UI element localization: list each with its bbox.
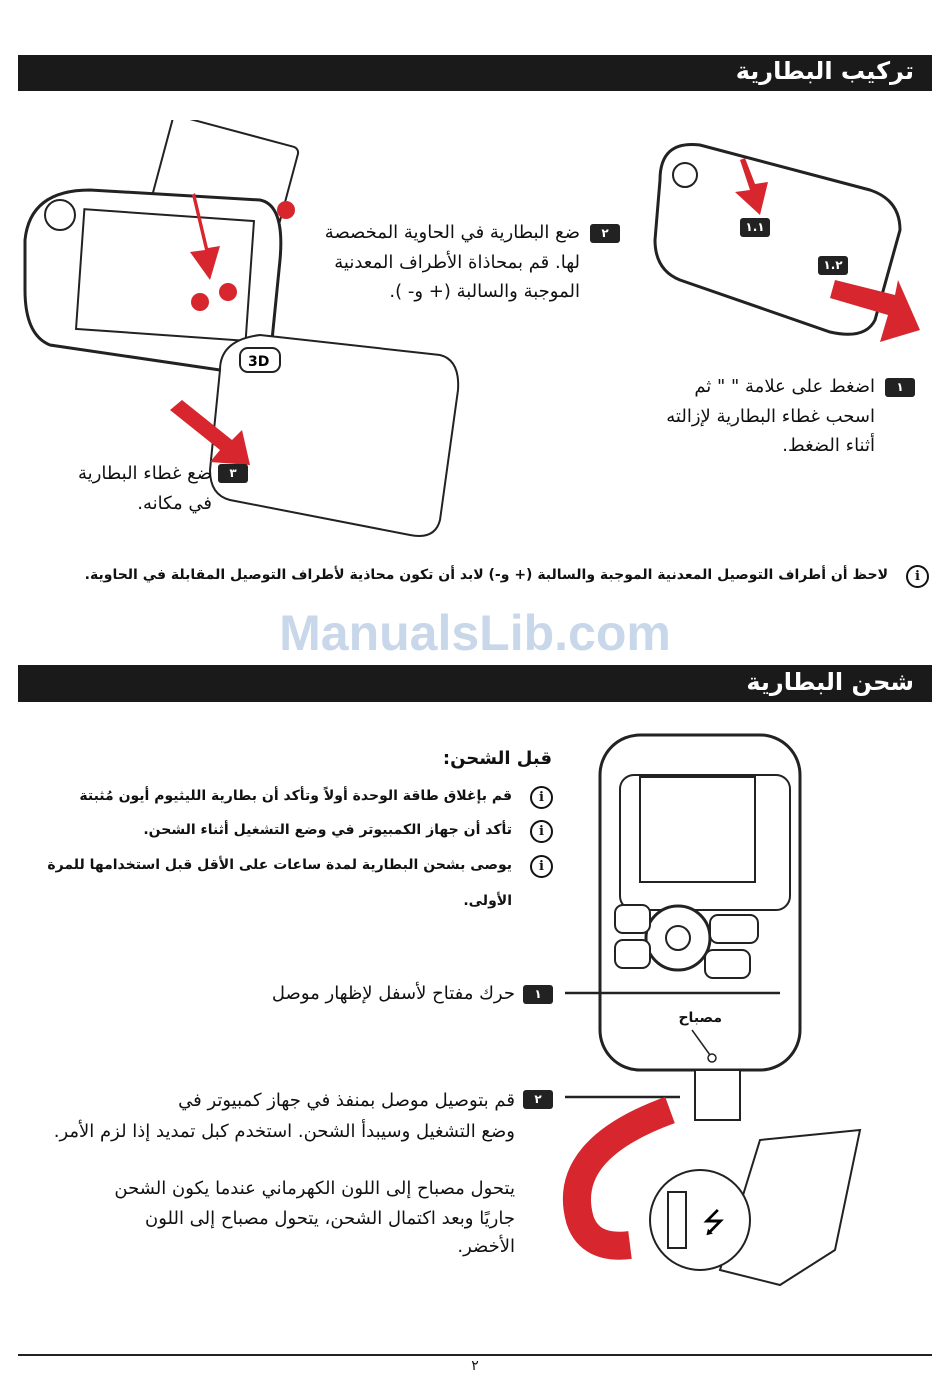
tip: قم بإغلاق طاقة الوحدة أولاً وتأكد أن بطارية الليثيوم أيون مُثبتة bbox=[79, 788, 512, 804]
info-icon: i bbox=[530, 786, 553, 809]
step-badge-1: ١ bbox=[885, 378, 915, 397]
page-number: ٢ bbox=[471, 1358, 479, 1374]
charge-step1-text: حرك مفتاح لأسفل لإظهار موصل bbox=[271, 983, 515, 1004]
charge-step2-line: وضع التشغيل وسيبدأ الشحن. استخدم كبل تمديد إذا لزم الأمر. bbox=[53, 1121, 515, 1142]
install-note: لاحظ أن أطراف التوصيل المعدنية الموجبة والسالبة (+ و-) لابد أن تكون محاذية لأطراف التوصيل المقابلة في الحاوية. bbox=[84, 567, 888, 583]
step2-line: الموجبة والسالبة (+ و- ). bbox=[389, 281, 580, 302]
watermark: ManualsLib.com bbox=[279, 605, 671, 661]
step3-line: في مكانه. bbox=[137, 493, 212, 514]
step-badge-1-1: ١.١ bbox=[740, 218, 770, 237]
info-icon: i bbox=[530, 820, 553, 843]
charge-para-line: جاريًا وبعد اكتمال الشحن، يتحول مصباح إلى اللون bbox=[144, 1208, 515, 1229]
step2-line: ضع البطارية في الحاوية المخصصة bbox=[324, 222, 580, 243]
footer-rule bbox=[18, 1354, 932, 1356]
step1-line: اسحب غطاء البطارية لإزالته bbox=[666, 406, 875, 427]
battery-cover-removal-illustration bbox=[640, 120, 930, 350]
tip: الأولى. bbox=[463, 893, 512, 909]
step1-line: اضغط على علامة " " ثم bbox=[694, 376, 875, 397]
section-header-install bbox=[18, 55, 932, 91]
tip: يوصى بشحن البطارية لمدة ساعات على الأقل قبل استخدامها للمرة bbox=[47, 857, 512, 873]
step-badge-1: ١ bbox=[523, 985, 553, 1004]
lamp-label: مصباح bbox=[678, 1010, 722, 1026]
info-icon: i bbox=[530, 855, 553, 878]
charge-step2-line: قم بتوصيل موصل بمنفذ في جهاز كمبيوتر في bbox=[178, 1090, 515, 1111]
step-badge-2: ٢ bbox=[590, 224, 620, 243]
step2-line: لها. قم بمحاذاة الأطراف المعدنية bbox=[334, 252, 580, 273]
section-title: شحن البطارية bbox=[746, 668, 914, 696]
step1-line: أثناء الضغط. bbox=[782, 435, 875, 456]
step-badge-1-2: ١.٢ bbox=[818, 256, 848, 275]
section-title: تركيب البطارية bbox=[735, 57, 914, 85]
section-header-charge bbox=[18, 665, 932, 702]
step-badge-2: ٢ bbox=[523, 1090, 553, 1109]
cover-logo: 3D bbox=[248, 354, 270, 370]
usb-icon: ⭍ bbox=[702, 1206, 726, 1239]
before-charging-title: قبل الشحن: bbox=[442, 748, 552, 769]
charge-para-line: يتحول مصباح إلى اللون الكهرماني عندما يكون الشحن bbox=[114, 1178, 515, 1199]
step-badge-3: ٣ bbox=[218, 464, 248, 483]
charge-para-line: الأخضر. bbox=[457, 1236, 515, 1257]
info-icon: i bbox=[906, 565, 929, 588]
tip: تأكد أن جهاز الكمبيوتر في وضع التشغيل أثناء الشحن. bbox=[143, 822, 512, 838]
step3-line: ضع غطاء البطارية bbox=[78, 463, 212, 484]
